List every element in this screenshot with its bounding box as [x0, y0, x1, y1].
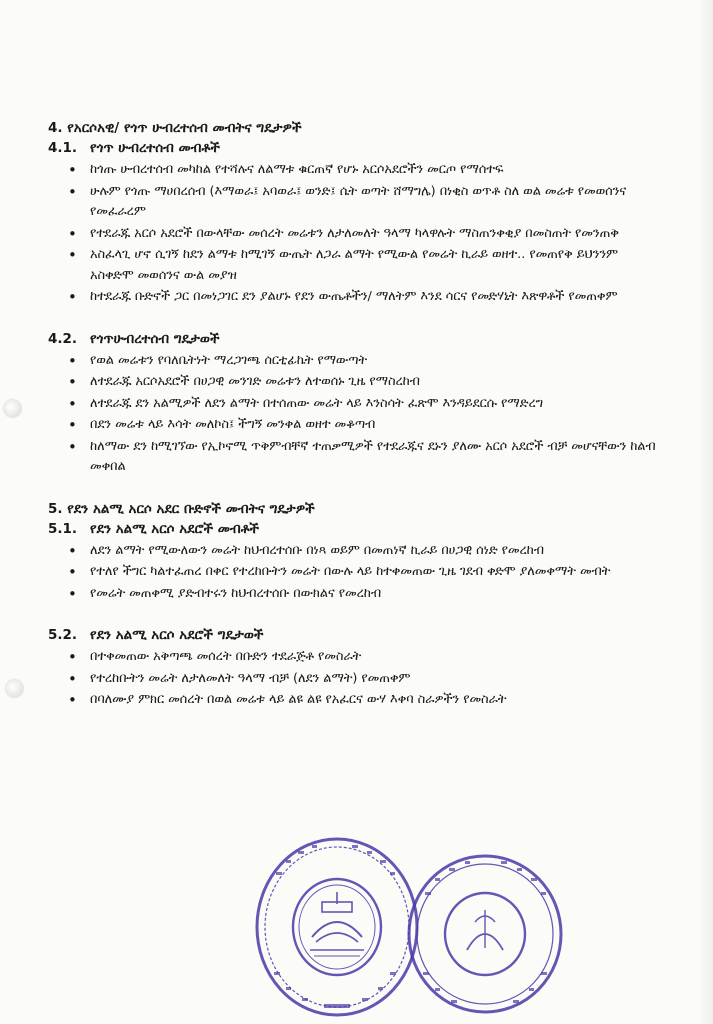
section-5-1-title: የደን አልሚ አርሶ አደሮች መብቶች — [90, 520, 260, 537]
list-item: • የመሬት መጠቀሚ ያድብተሩን ከህብረተሰቡ በውክልና የመረከብ — [66, 584, 663, 605]
list-item: • ለተደራጁ አርሶአደሮች በሀጋዊ መንገድ መሬቱን ለተወሰኑ ጊዜ የማስረከብ — [66, 372, 663, 393]
section-5-2-list — [48, 647, 663, 711]
section-4-2-list — [48, 351, 663, 478]
punch-hole-bottom — [6, 680, 23, 697]
section-5-2-title: የደን አልሚ አርሶ አደሮች ግዴታወች — [90, 627, 264, 643]
section-4-1-title: የጎጥ ሁብረተሰብ መብቶች — [90, 140, 220, 156]
list-item: • ለተደራጁ ደን አልሚዎች ለደን ልማት በተሰጠው መሬት ላይ እንስሳት ፈጽሞ እንዳይደርሱ የማድረግ — [66, 394, 663, 415]
list-item: • በተቀመጠው አቅጣጫ መሰረት በቡድን ተደራጅቶ የመስራት — [66, 647, 663, 668]
section-5-1-heading — [48, 519, 663, 539]
list-item: • የተረከቡትን መሬት ለታለመለት ዓላማ ብቻ (ለደን ልማት) የመጠቀም — [66, 669, 663, 690]
section-5-title: 5. የደን አልሚ አርሶ አደር ቡድኖች መብትና ግዴታዎች — [48, 500, 315, 517]
list-item: • በደን መሬቱ ላይ እሳት መለኮስ፤ ችግኝ መንቀል ወዘተ መቆጣብ — [66, 415, 663, 436]
section-4-1-list — [48, 160, 663, 308]
section-5-2-number: 5.2. — [48, 627, 78, 643]
list-item: • ከተደራጁ ቡድኖች ጋር በመነጋገር ደን ያልሆኑ የደን ውጤቶችን/ ማለትም እንደ ሳርና የመድሃኒት እጽዋቶች የመጠቀም — [66, 287, 663, 308]
section-4-1-heading — [48, 138, 663, 158]
section-4-2-number: 4.2. — [48, 330, 78, 347]
document-body — [48, 118, 663, 712]
section-5-1-number: 5.1. — [48, 520, 78, 537]
official-seal-right — [405, 852, 565, 1017]
list-item: • የወል መሬቱን የባለቤትነት ማረጋገጫ ሰርቲፊኬት የማውጣት — [66, 351, 663, 372]
section-5-1-list — [48, 541, 663, 605]
section-4-title: 4. የአርሶአዊ/ የጎጥ ሁብረተሰብ መብትና ግዴታዎች — [48, 120, 302, 136]
section-5-2-heading — [48, 625, 663, 645]
list-item: • ከለማው ደን ከሚገኘው የኢኮኖሚ ጥቅምብቸኛ ተጠቃሚዎች የተደራጁና ደኑን ያለሙ አርሶ አደሮች ብቻ መሆናቸውን ከልብ መቀበል — [66, 437, 663, 478]
list-item: • የተለየ ችግር ካልተፈጠረ በቀር የተረከቡትን መሬት በውሉ ላይ ከተቀመጠው ጊዜ ገደብ ቀድሞ ያለመቀማት መብት — [66, 562, 663, 583]
list-item: • ለደን ልማት የሚውለውን መሬት ከህብረተሰቡ በነጻ ወይም በመጠነኛ ኪራይ በሀጋዊ ሰነድ የመረከብ — [66, 541, 663, 562]
list-item: • የተደራጁ አርሶ አደሮች በውላቸው መሰረት መሬቱን ለታለመለት ዓላማ ካላዋሉት ማስጠንቀቂያ በመስጠት የመንጠቅ — [66, 224, 663, 245]
list-item: • ሁሉም የጎጡ ማሀበረሰብ (እማወራ፤ አባወራ፤ ወንድ፤ ሴት ወጣት ሸማግሌ) በነቂስ ወጥቶ ስለ ወል መሬቱ የመወሰንና የመፈራረም — [66, 182, 663, 223]
list-item: • በባለሙያ ምክር መሰረት በወል መሬቱ ላይ ልዩ ልዩ የአፈርና ውሃ እቀባ ስራዎችን የመስራት — [66, 690, 663, 711]
section-4-1-number: 4.1. — [48, 140, 78, 156]
list-item: • አስፈላጊ ሆኖ ሲገኝ ከደን ልማቱ ከሚገኝ ውጤት ለጋራ ልማት የሚውል የመሬት ኪራይ ወዘተ.. የመጠየቅ ይህንንም አስቀድሞ መወሰንና ውል መያዝ — [66, 245, 663, 286]
section-4-2-title: የጎጥሁብረተሰብ ግዴታወች — [90, 330, 220, 347]
list-item: • ከጎጡ ሁብረተሰብ መካከል የተሻሉና ለልማቱ ቁርጠኛ የሆኑ አርሶአደሮችን መርጦ የማሰተፍ — [66, 160, 663, 181]
section-4-2-heading — [48, 329, 663, 349]
official-seal-left — [252, 832, 422, 1022]
punch-hole-top — [4, 400, 21, 417]
paper-edge-shadow — [699, 0, 713, 1024]
